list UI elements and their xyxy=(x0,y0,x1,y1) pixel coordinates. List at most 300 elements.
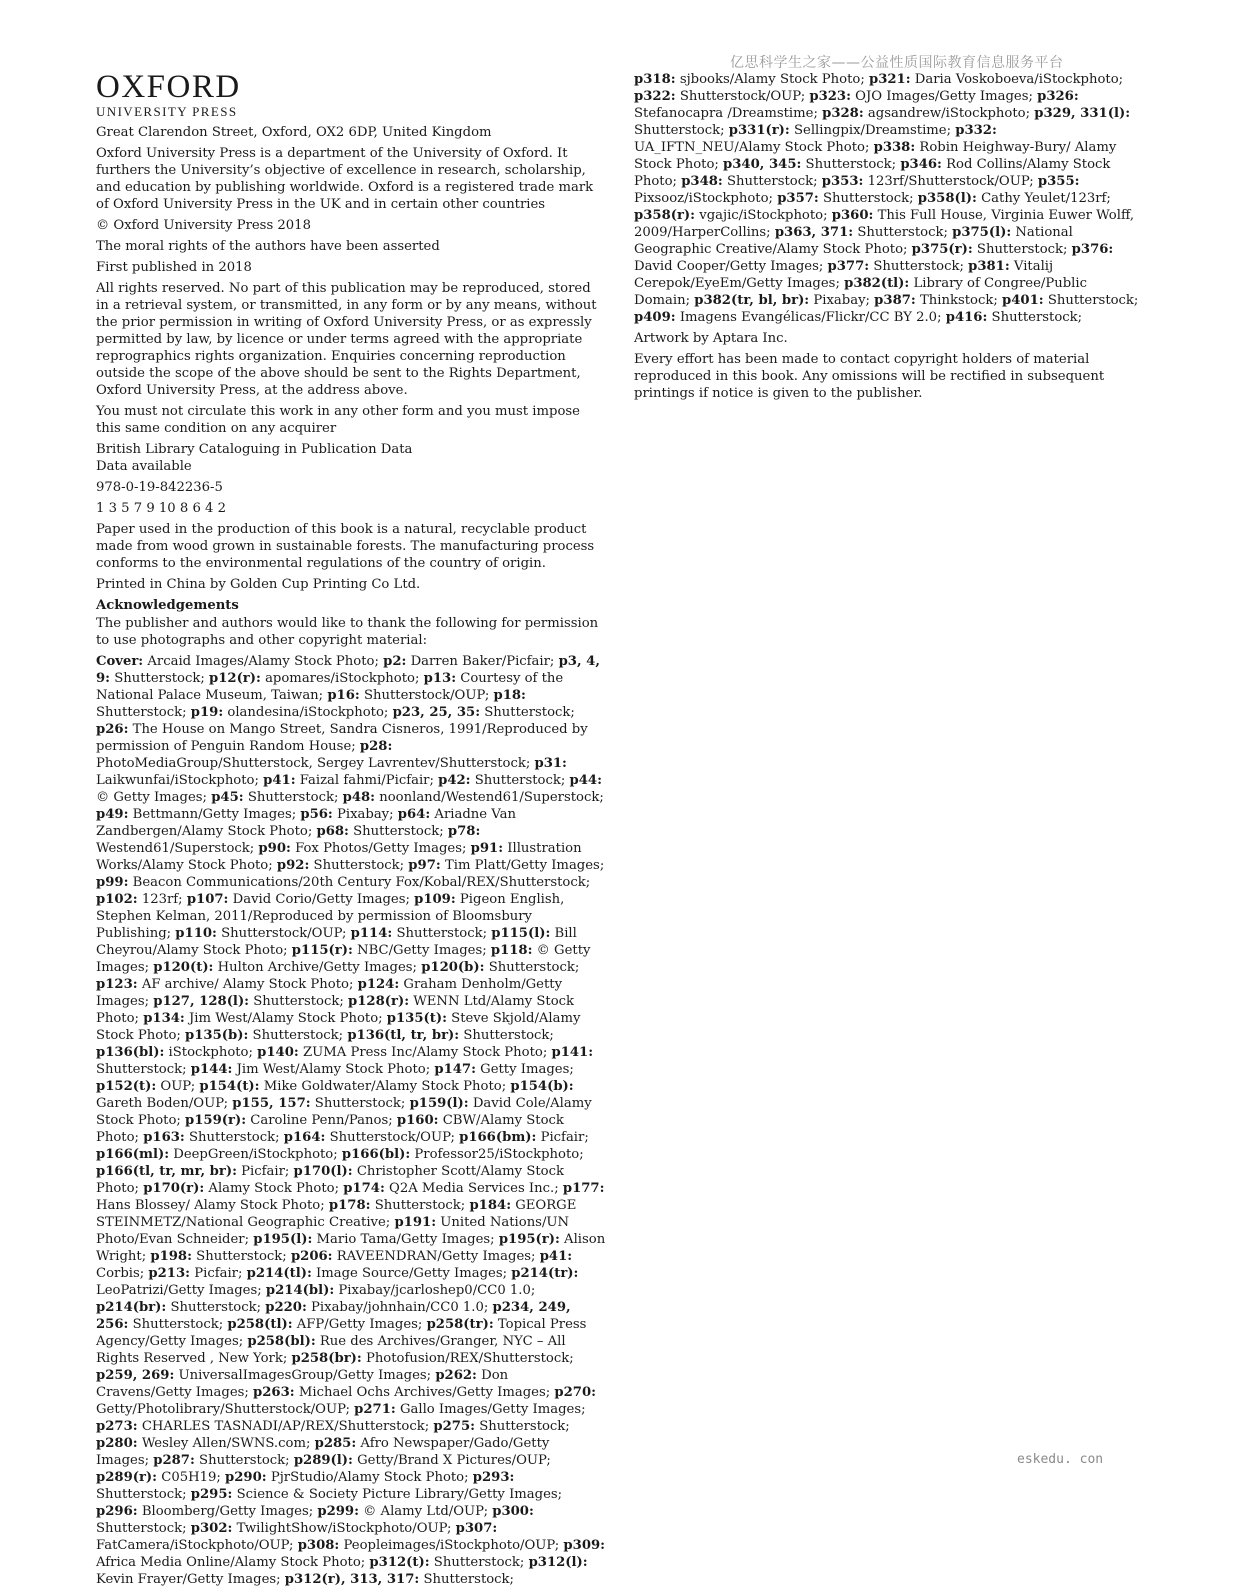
credit-page-label: p41: xyxy=(263,773,296,788)
credit-source: David Cooper/Getty Images; xyxy=(634,259,828,274)
credit-page-label: p302: xyxy=(190,1521,233,1536)
credit-entry xyxy=(96,977,358,992)
credit-source: Faizal fahmi/Picfair; xyxy=(295,773,439,788)
credit-page-label: p166(tl, tr, mr, br): xyxy=(96,1164,237,1179)
credit-entry xyxy=(96,1045,257,1060)
credit-entry xyxy=(143,1181,343,1196)
credit-page-label: p376: xyxy=(1071,242,1114,257)
credit-source: Don Cravens/Getty Images; xyxy=(96,1368,509,1400)
credit-page-label: p102: xyxy=(96,892,138,907)
oxford-logo xyxy=(96,69,241,120)
credit-source: Shutterstock; xyxy=(429,1555,529,1570)
credit-source: Shutterstock; xyxy=(249,994,349,1009)
credit-source: Thinkstock; xyxy=(915,293,1002,308)
credit-page-label: p16: xyxy=(327,688,360,703)
credit-source: noonland/Westend61/Superstock; xyxy=(375,790,604,805)
credit-entry xyxy=(317,1504,492,1519)
credit-page-label: p360: xyxy=(831,208,874,223)
credit-page-label: p312(t): xyxy=(369,1555,430,1570)
credit-page-label: p355: xyxy=(1037,174,1080,189)
credit-entry xyxy=(869,72,1123,87)
credit-source: Robin Heighway-Bury/ Alamy Stock Photo; xyxy=(634,140,1117,172)
credit-source: Caroline Penn/Panos; xyxy=(246,1113,397,1128)
credit-source: Professor25/iStockphoto; xyxy=(410,1147,584,1162)
credit-page-label: p195(l): xyxy=(253,1232,313,1247)
credit-source: Shutterstock; xyxy=(166,1300,266,1315)
credit-source: Shutterstock; xyxy=(110,671,209,686)
credit-page-label: p191: xyxy=(394,1215,437,1230)
credit-page-label: p312(l): xyxy=(528,1555,588,1570)
credit-entry xyxy=(187,892,414,907)
credit-source: UniversalImagesGroup/Getty Images; xyxy=(174,1368,436,1383)
credit-entry xyxy=(153,1453,294,1468)
credit-source: Alamy Stock Photo; xyxy=(204,1181,344,1196)
credit-page-label: p220: xyxy=(265,1300,307,1315)
acknowledgements-intro: The publisher and authors would like to thank the following for permission to use photographs and other copyright material: xyxy=(96,616,599,648)
credit-page-label: p174: xyxy=(343,1181,385,1196)
credit-source: Cathy Yeulet/123rf; xyxy=(976,191,1111,206)
credit-source: sjbooks/Alamy Stock Photo; xyxy=(675,72,869,87)
credit-source: Michael Ochs Archives/Getty Images; xyxy=(294,1385,555,1400)
credit-entry xyxy=(232,1096,409,1111)
credit-page-label: p206: xyxy=(290,1249,333,1264)
credit-page-label: p28: xyxy=(359,739,393,754)
credit-source: Shutterstock; xyxy=(184,1130,284,1145)
credit-entry xyxy=(96,1436,315,1451)
credit-entry xyxy=(369,1555,528,1570)
credit-page-label: p42: xyxy=(438,773,471,788)
credit-source: Steve Skjold/Alamy Stock Photo; xyxy=(96,1011,581,1043)
credit-source: Mike Goldwater/Alamy Stock Photo; xyxy=(259,1079,511,1094)
credit-page-label: p214(bl): xyxy=(265,1283,335,1298)
credit-source: Shutterstock; xyxy=(853,225,953,240)
credit-source: Pixabay; xyxy=(809,293,875,308)
credit-page-label: p353: xyxy=(821,174,864,189)
credit-page-label: p109: xyxy=(414,892,456,907)
credit-source: Shutterstock; xyxy=(470,773,570,788)
credit-page-label: p92: xyxy=(276,858,310,873)
credit-entry xyxy=(1002,293,1138,308)
credit-page-label: p128(r): xyxy=(348,994,410,1009)
credit-entry xyxy=(347,1028,554,1043)
credit-page-label: p144: xyxy=(190,1062,233,1077)
credit-source: Graham Denholm/Getty Images; xyxy=(96,977,563,1009)
credit-source: Pixabay; xyxy=(332,807,398,822)
credit-entry xyxy=(316,824,447,839)
credit-page-label: p332: xyxy=(955,123,997,138)
credit-entry xyxy=(185,1113,397,1128)
credit-entry xyxy=(421,960,579,975)
credit-source: LeoPatrizi/Getty Images; xyxy=(96,1283,266,1298)
credit-source: OJO Images/Getty Images; xyxy=(850,89,1038,104)
printed-line: Printed in China by Golden Cup Printing Co Ltd. xyxy=(96,577,421,592)
credit-entry xyxy=(327,688,493,703)
credit-source: Tim Platt/Getty Images; xyxy=(440,858,605,873)
credit-source: Gallo Images/Getty Images; xyxy=(395,1402,586,1417)
credit-entry xyxy=(199,1079,510,1094)
credit-source: Pixabay/johnhain/CC0 1.0; xyxy=(306,1300,493,1315)
credit-entry xyxy=(433,1419,569,1434)
credit-source: Shutterstock; xyxy=(869,259,969,274)
credit-entry xyxy=(96,1079,199,1094)
credit-page-label: p78: xyxy=(447,824,481,839)
credit-page-label: p285: xyxy=(314,1436,357,1451)
credit-page-label: p340, 345: xyxy=(723,157,802,172)
watermark-bottom: eskedu. con xyxy=(1017,1452,1104,1467)
credit-entry xyxy=(408,858,604,873)
credit-source: Shutterstock; xyxy=(459,1028,554,1043)
credit-page-label: p309: xyxy=(563,1538,606,1553)
credit-source: CBW/Alamy Stock Photo; xyxy=(96,1113,564,1145)
credit-source: Corbis; xyxy=(96,1266,149,1281)
copyright-line: © Oxford University Press 2018 xyxy=(96,218,311,233)
credit-entry xyxy=(329,1198,470,1213)
credit-page-label: p289(r): xyxy=(96,1470,158,1485)
credit-entry xyxy=(723,157,900,172)
credit-entry xyxy=(96,1504,317,1519)
credit-entry xyxy=(96,1164,294,1179)
credit-entry xyxy=(258,841,470,856)
credit-entry xyxy=(257,1045,551,1060)
credit-source: Shutterstock; xyxy=(972,242,1072,257)
credit-source: Shutterstock; xyxy=(96,1487,191,1502)
credit-source: Photofusion/REX/Shutterstock; xyxy=(361,1351,574,1366)
credit-entry xyxy=(294,1453,551,1468)
credit-source: Westend61/Superstock; xyxy=(96,841,259,856)
credit-entry xyxy=(300,807,397,822)
credit-page-label: p401: xyxy=(1002,293,1044,308)
credit-page-label: p363, 371: xyxy=(774,225,854,240)
credit-page-label: p234, 249, 256: xyxy=(96,1300,571,1332)
credit-source: vgajic/iStockphoto; xyxy=(695,208,832,223)
credits-left xyxy=(96,653,606,1588)
credit-source: Shutterstock; xyxy=(419,1572,514,1587)
credit-source: Shutterstock; xyxy=(1043,293,1139,308)
credit-entry xyxy=(153,960,421,975)
credit-source: Science & Society Picture Library/Getty Images; xyxy=(232,1487,563,1502)
credit-entry xyxy=(253,1232,499,1247)
credit-source: Mario Tama/Getty Images; xyxy=(312,1232,499,1247)
credit-page-label: p358(r): xyxy=(634,208,696,223)
credit-source: Jim West/Alamy Stock Photo; xyxy=(232,1062,435,1077)
credit-source: Alison Wright; xyxy=(96,1232,606,1264)
credit-source: United Nations/UN Photo/Evan Schneider; xyxy=(96,1215,570,1247)
credit-page-label: p141: xyxy=(551,1045,594,1060)
credit-entry xyxy=(342,1147,584,1162)
credit-entry xyxy=(96,1419,433,1434)
credit-source: 123rf/Shutterstock/OUP; xyxy=(863,174,1038,189)
credit-entry xyxy=(291,1249,540,1264)
credit-entry xyxy=(775,225,952,240)
credit-page-label: p273: xyxy=(96,1419,138,1434)
credit-page-label: p154(b): xyxy=(510,1079,574,1094)
credit-entry xyxy=(96,1147,342,1162)
credit-page-label: p307: xyxy=(455,1521,498,1536)
credit-entry xyxy=(459,1130,589,1145)
credit-page-label: p99: xyxy=(96,875,129,890)
credit-source: UA_IFTN_NEU/Alamy Stock Photo; xyxy=(634,140,874,155)
credit-source: Shutterstock; xyxy=(722,174,822,189)
credit-page-label: p312(r), 313, 317: xyxy=(284,1572,420,1587)
credit-page-label: p381: xyxy=(968,259,1010,274)
credit-page-label: p18: xyxy=(493,688,526,703)
credit-source: Shutterstock/OUP; xyxy=(216,926,351,941)
credit-entry xyxy=(247,1266,512,1281)
credit-source: Wesley Allen/SWNS.com; xyxy=(137,1436,315,1451)
credit-page-label: p358(l): xyxy=(917,191,977,206)
credit-source: Picfair; xyxy=(236,1164,294,1179)
credit-page-label: p26: xyxy=(96,722,129,737)
credit-source: National Geographic Creative/Alamy Stock Photo; xyxy=(634,225,1073,257)
logo-wordmark: OXFORD xyxy=(96,69,241,105)
credit-entry xyxy=(175,926,350,941)
credit-source: Bloomberg/Getty Images; xyxy=(137,1504,318,1519)
credit-page-label: p49: xyxy=(96,807,129,822)
cip-data xyxy=(96,441,606,475)
credit-source: © Alamy Ltd/OUP; xyxy=(358,1504,493,1519)
credit-entry xyxy=(292,943,491,958)
credit-entry xyxy=(393,705,575,720)
credit-source: Rue des Archives/Granger, NYC – All Rights Reserved , New York; xyxy=(96,1334,566,1366)
credit-page-label: p135(b): xyxy=(185,1028,249,1043)
credit-source: WENN Ltd/Alamy Stock Photo; xyxy=(96,994,575,1026)
credit-page-label: p259, 269: xyxy=(96,1368,175,1383)
credit-source: DeepGreen/iStockphoto; xyxy=(169,1147,342,1162)
credit-source: The House on Mango Street, Sandra Cisneros, 1991/Reproduced by permission of Penguin Random House; xyxy=(96,722,588,754)
credit-entry xyxy=(191,1487,562,1502)
credit-page-label: p296: xyxy=(96,1504,138,1519)
first-published: First published in 2018 xyxy=(96,260,252,275)
credit-entry xyxy=(96,1368,435,1383)
credit-source: Shutterstock/OUP; xyxy=(675,89,810,104)
credit-page-label: p308: xyxy=(297,1538,340,1553)
credit-source: Shutterstock; xyxy=(191,1249,291,1264)
credit-source: GEORGE STEINMETZ/National Geographic Creative; xyxy=(96,1198,577,1230)
credit-source: Ariadne Van Zandbergen/Alamy Stock Photo; xyxy=(96,807,516,839)
credit-entry xyxy=(343,1181,563,1196)
credit-source: Shutterstock; xyxy=(96,1062,191,1077)
rights-paragraph: All rights reserved. No part of this publication may be reproduced, stored in a retrieval system, or transmitted, in any form or by any means, without the prior permission in writing of Oxford University Press, or as expressly permitted by law, by licence or under terms agreed with the appropriate reprographics rights organization. Enquiries concerning reproduction outside the scope of the above should be sent to the Rights Department, Oxford University Press, at the address above. xyxy=(96,281,597,398)
credit-entry xyxy=(918,191,1111,206)
credit-page-label: p127, 128(l): xyxy=(153,994,250,1009)
moral-rights: The moral rights of the authors have been asserted xyxy=(96,239,440,254)
credit-page-label: p295: xyxy=(190,1487,233,1502)
right-column xyxy=(634,71,1144,406)
credit-entry xyxy=(143,1011,387,1026)
credit-source: Getty/Brand X Pictures/OUP; xyxy=(352,1453,551,1468)
credit-source: Library of Congree/Public Domain; xyxy=(634,276,1087,308)
credit-entry xyxy=(266,1283,535,1298)
credit-entry xyxy=(143,1130,284,1145)
credit-source: Laikwunfai/iStockphoto; xyxy=(96,773,264,788)
credit-page-label: p135(t): xyxy=(386,1011,447,1026)
credit-source: CHARLES TASNADI/AP/REX/Shutterstock; xyxy=(137,1419,434,1434)
credit-page-label: p159(r): xyxy=(185,1113,247,1128)
address: Great Clarendon Street, Oxford, OX2 6DP, United Kingdom xyxy=(96,125,492,140)
credit-page-label: p348: xyxy=(681,174,723,189)
credit-source: Picfair; xyxy=(536,1130,589,1145)
credit-page-label: p300: xyxy=(492,1504,534,1519)
credit-source: Darren Baker/Picfair; xyxy=(406,654,559,669)
credit-entry xyxy=(96,722,588,754)
credit-page-label: p124: xyxy=(357,977,400,992)
credit-page-label: p326: xyxy=(1037,89,1079,104)
credit-entry xyxy=(96,807,300,822)
credit-source: iStockphoto; xyxy=(164,1045,258,1060)
credit-page-label: p318: xyxy=(634,72,676,87)
credit-entry xyxy=(822,174,1038,189)
left-column xyxy=(96,124,606,1592)
credit-page-label: p322: xyxy=(634,89,676,104)
credit-page-label: Cover: xyxy=(96,654,144,669)
credit-source: Getty Images; xyxy=(475,1062,574,1077)
credit-page-label: p387: xyxy=(874,293,916,308)
credit-page-label: p134: xyxy=(143,1011,185,1026)
credit-page-label: p258(tr): xyxy=(426,1317,494,1332)
credit-page-label: p68: xyxy=(316,824,349,839)
credit-source: Rod Collins/Alamy Stock Photo; xyxy=(634,157,1111,189)
credit-source: Image Source/Getty Images; xyxy=(311,1266,512,1281)
credit-page-label: p19: xyxy=(190,705,224,720)
credit-source: Picfair; xyxy=(190,1266,247,1281)
credit-entry xyxy=(438,773,569,788)
credit-source: Hans Blossey/ Alamy Stock Photo; xyxy=(96,1198,329,1213)
credit-page-label: p170(r): xyxy=(143,1181,205,1196)
credit-page-label: p163: xyxy=(143,1130,185,1145)
credit-page-label: p178: xyxy=(328,1198,371,1213)
credit-page-label: p271: xyxy=(354,1402,396,1417)
credit-source: Bill Cheyrou/Alamy Stock Photo; xyxy=(96,926,577,958)
credit-source: Beacon Communications/20th Century Fox/Kobal/REX/Shutterstock; xyxy=(128,875,591,890)
credit-source: Christopher Scott/Alamy Stock Photo; xyxy=(96,1164,564,1196)
credit-page-label: p56: xyxy=(300,807,333,822)
credit-source: Shutterstock; xyxy=(801,157,901,172)
credit-page-label: p177: xyxy=(562,1181,605,1196)
credit-page-label: p184: xyxy=(469,1198,512,1213)
credit-source: Hulton Archive/Getty Images; xyxy=(213,960,422,975)
credit-source: Shutterstock; xyxy=(392,926,492,941)
credit-source: Shutterstock; xyxy=(194,1453,294,1468)
credit-entry xyxy=(191,1521,456,1536)
credit-page-label: p114: xyxy=(350,926,393,941)
credit-entry xyxy=(191,705,393,720)
credit-source: Shutterstock; xyxy=(309,858,409,873)
credit-source: PjrStudio/Alamy Stock Photo; xyxy=(266,1470,473,1485)
credit-entry xyxy=(822,106,1034,121)
about-paragraph: Oxford University Press is a department of the University of Oxford. It furthers the University’s objective of excellence in research, scholarship, and education by publishing worldwide. Oxford is a registered trade mark of Oxford University Press in the UK and in certain other countries xyxy=(96,146,594,212)
credit-source: Africa Media Online/Alamy Stock Photo; xyxy=(96,1555,370,1570)
credit-entry xyxy=(694,293,874,308)
credit-page-label: p377: xyxy=(827,259,870,274)
credit-page-label: p64: xyxy=(397,807,431,822)
credit-page-label: p262: xyxy=(435,1368,477,1383)
credit-source: Shutterstock; xyxy=(480,705,575,720)
credit-entry xyxy=(634,89,809,104)
credit-source: AFP/Getty Images; xyxy=(292,1317,427,1332)
credit-source: apomares/iStockphoto; xyxy=(260,671,424,686)
credit-entry xyxy=(211,790,342,805)
credit-source: Shutterstock; xyxy=(634,123,729,138)
credit-source: Peopleimages/iStockphoto/OUP; xyxy=(339,1538,564,1553)
credit-source: Sellingpix/Dreamstime; xyxy=(789,123,956,138)
artwork-credit: Artwork by Aptara Inc. xyxy=(634,331,788,346)
credit-page-label: p357: xyxy=(777,191,819,206)
credit-source: Daria Voskoboeva/iStockphoto; xyxy=(910,72,1124,87)
credit-page-label: p287: xyxy=(153,1453,195,1468)
credit-source: Fox Photos/Getty Images; xyxy=(290,841,471,856)
credit-entry xyxy=(263,773,438,788)
credit-source: This Full House, Virginia Euwer Wolff, 2009/HarperCollins; xyxy=(634,208,1135,240)
credit-source: ZUMA Press Inc/Alamy Stock Photo; xyxy=(298,1045,552,1060)
credit-page-label: p120(b): xyxy=(421,960,485,975)
credit-entry xyxy=(383,654,558,669)
credit-page-label: p293: xyxy=(472,1470,515,1485)
credit-page-label: p90: xyxy=(258,841,291,856)
credit-page-label: p136(bl): xyxy=(96,1045,165,1060)
credit-page-label: p275: xyxy=(433,1419,475,1434)
credit-source: Shutterstock; xyxy=(248,1028,348,1043)
credit-source: Shutterstock/OUP; xyxy=(325,1130,460,1145)
credit-source: Bettmann/Getty Images; xyxy=(128,807,301,822)
credit-page-label: p155, 157: xyxy=(232,1096,311,1111)
isbn: 978-0-19-842236-5 xyxy=(96,480,223,495)
credit-source: © Getty Images; xyxy=(96,943,591,975)
credit-page-label: p107: xyxy=(186,892,229,907)
credit-page-label: p13: xyxy=(423,671,457,686)
credit-page-label: p263: xyxy=(253,1385,295,1400)
credit-page-label: p214(br): xyxy=(96,1300,167,1315)
logo-subtitle: UNIVERSITY PRESS xyxy=(96,104,238,119)
credit-entry xyxy=(191,1062,435,1077)
credit-entry xyxy=(434,1062,573,1077)
credit-page-label: p214(tl): xyxy=(246,1266,312,1281)
credit-entry xyxy=(253,1385,554,1400)
credit-page-label: p409: xyxy=(634,310,676,325)
credit-page-label: p97: xyxy=(408,858,441,873)
credit-entry xyxy=(96,1470,225,1485)
credit-source: Arcaid Images/Alamy Stock Photo; xyxy=(143,654,384,669)
credit-page-label: p48: xyxy=(342,790,376,805)
credit-entry xyxy=(150,1249,291,1264)
credit-entry xyxy=(96,875,590,890)
credit-entry xyxy=(284,1130,459,1145)
credit-source: PhotoMediaGroup/Shutterstock, Sergey Lavrentev/Shutterstock; xyxy=(96,756,535,771)
credit-page-label: p258(br): xyxy=(291,1351,362,1366)
credit-page-label: p23, 25, 35: xyxy=(392,705,481,720)
credit-source: Gareth Boden/OUP; xyxy=(96,1096,233,1111)
credit-entry xyxy=(634,72,869,87)
credit-page-label: p321: xyxy=(868,72,911,87)
credit-page-label: p290: xyxy=(225,1470,267,1485)
credit-entry xyxy=(96,654,383,669)
credit-page-label: p123: xyxy=(96,977,138,992)
credit-page-label: p115(l): xyxy=(491,926,551,941)
credit-page-label: p166(bl): xyxy=(341,1147,411,1162)
circulate-paragraph: You must not circulate this work in any other form and you must impose this same condition on any acquirer xyxy=(96,404,580,436)
credit-source: David Corio/Getty Images; xyxy=(228,892,415,907)
cip-line-1: British Library Cataloguing in Publication Data xyxy=(96,442,413,457)
credit-entry xyxy=(265,1300,492,1315)
credit-source: Imagens Evangélicas/Flickr/CC BY 2.0; xyxy=(675,310,946,325)
credit-source: Topical Press Agency/Getty Images; xyxy=(96,1317,587,1349)
credit-page-label: p136(tl, tr, br): xyxy=(347,1028,460,1043)
credit-entry xyxy=(874,293,1002,308)
credit-source: Getty/Photolibrary/Shutterstock/OUP; xyxy=(96,1402,355,1417)
credit-entry xyxy=(209,671,424,686)
credit-entry xyxy=(291,1351,573,1366)
credit-entry xyxy=(946,310,1082,325)
credit-page-label: p289(l): xyxy=(293,1453,353,1468)
